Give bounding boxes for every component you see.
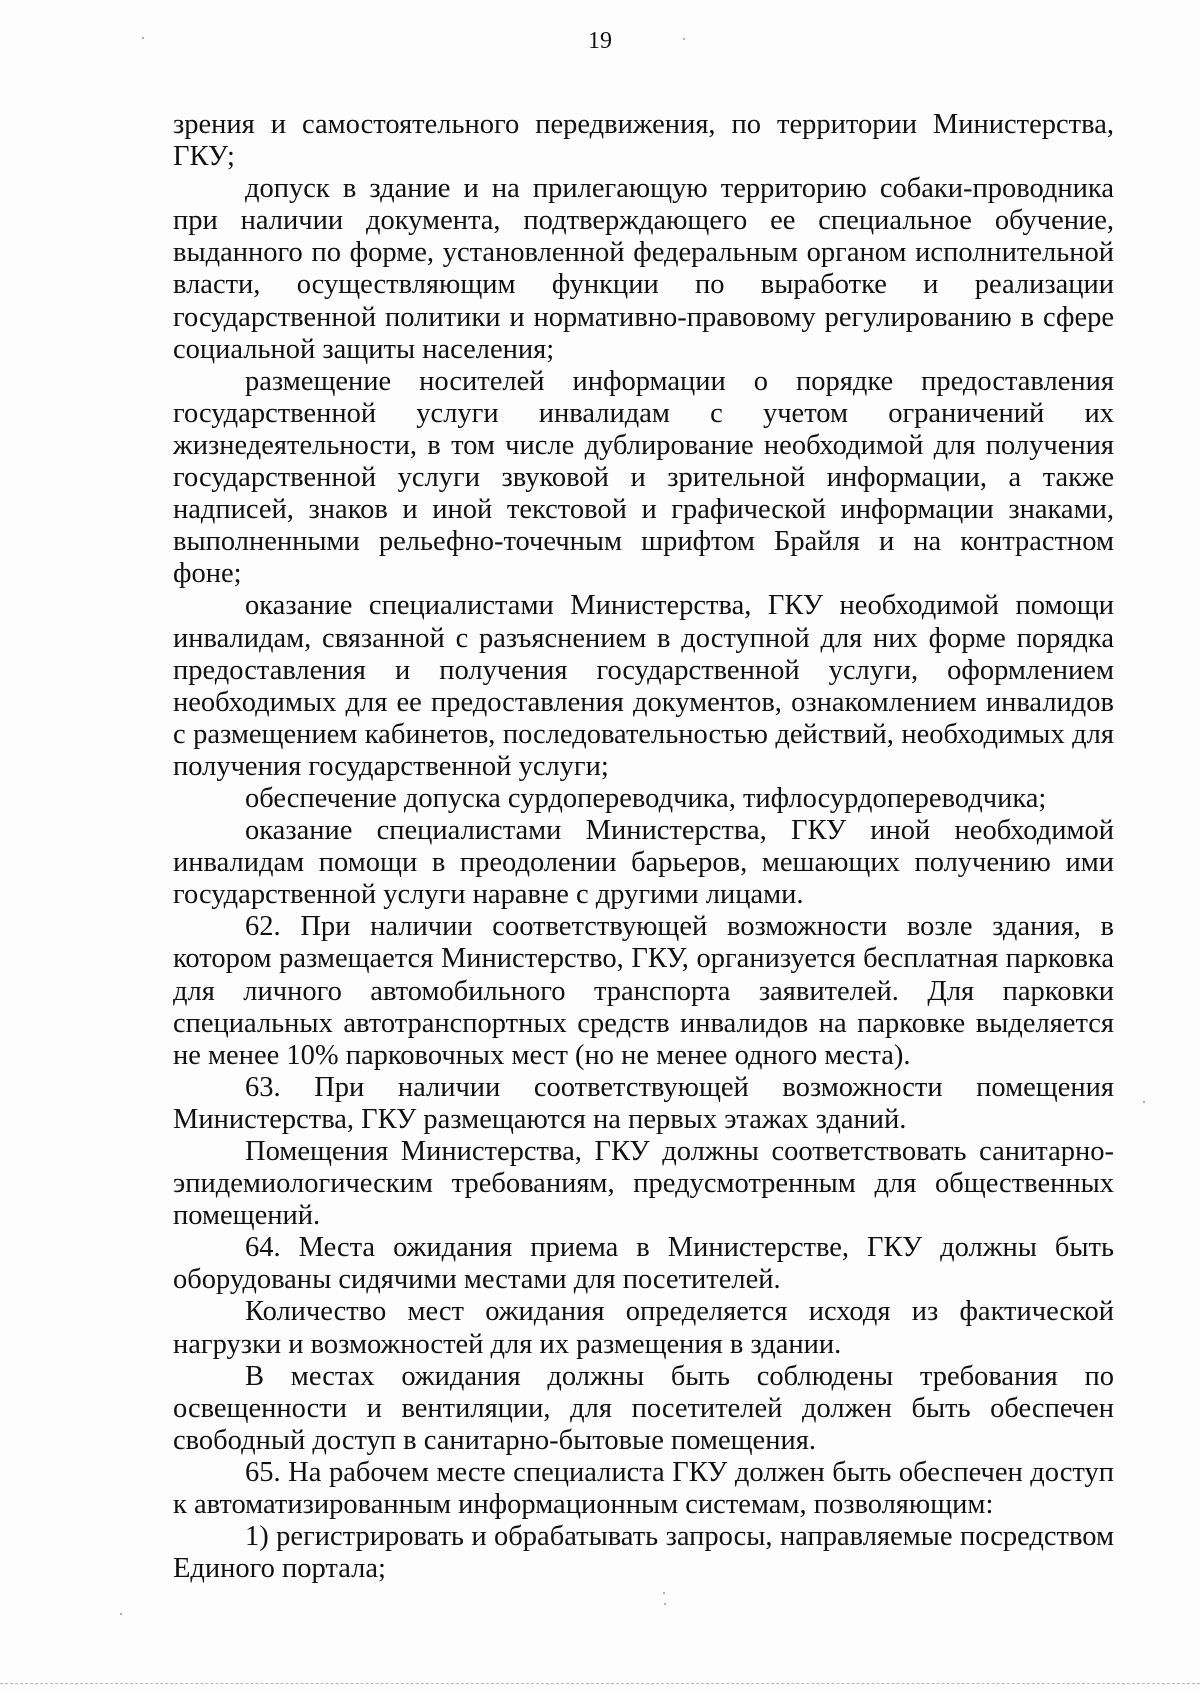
paragraph-sanitary-requirements: Помещения Министерства, ГКУ должны соответствовать санитарно-эпидемиологическим требованиям, предусмотренным для общественных помещений. bbox=[173, 1136, 1114, 1232]
paragraph-guide-dog-access: допуск в здание и на прилегающую территорию собаки-проводника при наличии документа, подтверждающего ее специальное обучение, выданного по форме, установленной федеральным органом исполнительной власти, осуществляющим функции по выработке и реализации государственной политики и нормативно-правовому регулированию в сфере социальной защиты населения; bbox=[173, 173, 1114, 365]
paragraph-clause-65: 65. На рабочем месте специалиста ГКУ должен быть обеспечен доступ к автоматизированным информационным системам, позволяющим: bbox=[173, 1456, 1114, 1521]
scan-edge-line bbox=[0, 1683, 1200, 1685]
paragraph-waiting-places-count: Количество мест ожидания определяется исходя из фактической нагрузки и возможностей для их размещения в здании. bbox=[173, 1296, 1114, 1360]
paragraph-barrier-assistance: оказание специалистами Министерства, ГКУ иной необходимой инвалидам помощи в преодолении барьеров, мешающих получению ими государственной услуги наравне с другими лицами. bbox=[173, 815, 1114, 911]
document-body bbox=[173, 109, 1114, 1585]
paragraph-clause-63: 63. При наличии соответствующей возможности помещения Министерства, ГКУ размещаются на первых этажах зданий. bbox=[173, 1071, 1114, 1135]
page-number: 19 bbox=[588, 28, 612, 54]
scan-speck bbox=[1143, 1101, 1145, 1103]
paragraph-information-placement: размещение носителей информации о порядке предоставления государственной услуги инвалидам с учетом ограничений их жизнедеятельности, в том числе дублирование необходимой для получения государственной услуги звуковой и зрительной информации, а также надписей, знаков и иной текстовой и графической информации знаками, выполненными рельефно-точечным шрифтом Брайля и на контрастном фоне; bbox=[173, 365, 1114, 590]
paragraph-lighting-ventilation: В местах ожидания должны быть соблюдены требования по освещенности и вентиляции, для посетителей должен быть обеспечен свободный доступ в санитарно-бытовые помещения. bbox=[173, 1360, 1114, 1456]
scan-speck bbox=[142, 37, 144, 39]
list-item-1: 1) регистрировать и обрабатывать запросы, направляемые посредством Единого портала; bbox=[173, 1521, 1114, 1585]
scan-speck bbox=[120, 1613, 122, 1615]
scan-speck bbox=[663, 1592, 665, 1594]
scan-speck bbox=[683, 38, 685, 40]
paragraph-clause-64: 64. Места ожидания приема в Министерстве, ГКУ должны быть оборудованы сидячими местами для посетителей. bbox=[173, 1232, 1114, 1296]
paragraph-sign-interpreter: обеспечение допуска сурдопереводчика, тифлосурдопереводчика; bbox=[245, 782, 1047, 814]
scan-speck bbox=[664, 1603, 666, 1605]
paragraph-continuation: зрения и самостоятельного передвижения, по территории Министерства, ГКУ; bbox=[173, 109, 1114, 173]
paragraph-clause-62: 62. При наличии соответствующей возможности возле здания, в котором размещается Министерство, ГКУ, организуется бесплатная парковка для личного автомобильного транспорта заявителей. Для парковки специальных автотранспортных средств инвалидов на парковке выделяется не менее 10% парковочных мест (но не менее одного места). bbox=[173, 911, 1114, 1071]
paragraph-specialist-assistance: оказание специалистами Министерства, ГКУ необходимой помощи инвалидам, связанной с разъяснением в доступной для них форме порядка предоставления и получения государственной услуги, оформлением необходимых для ее предоставления документов, ознакомлением инвалидов с размещением кабинетов, последовательностью действий, необходимых для получения государственной услуги; bbox=[173, 590, 1114, 782]
